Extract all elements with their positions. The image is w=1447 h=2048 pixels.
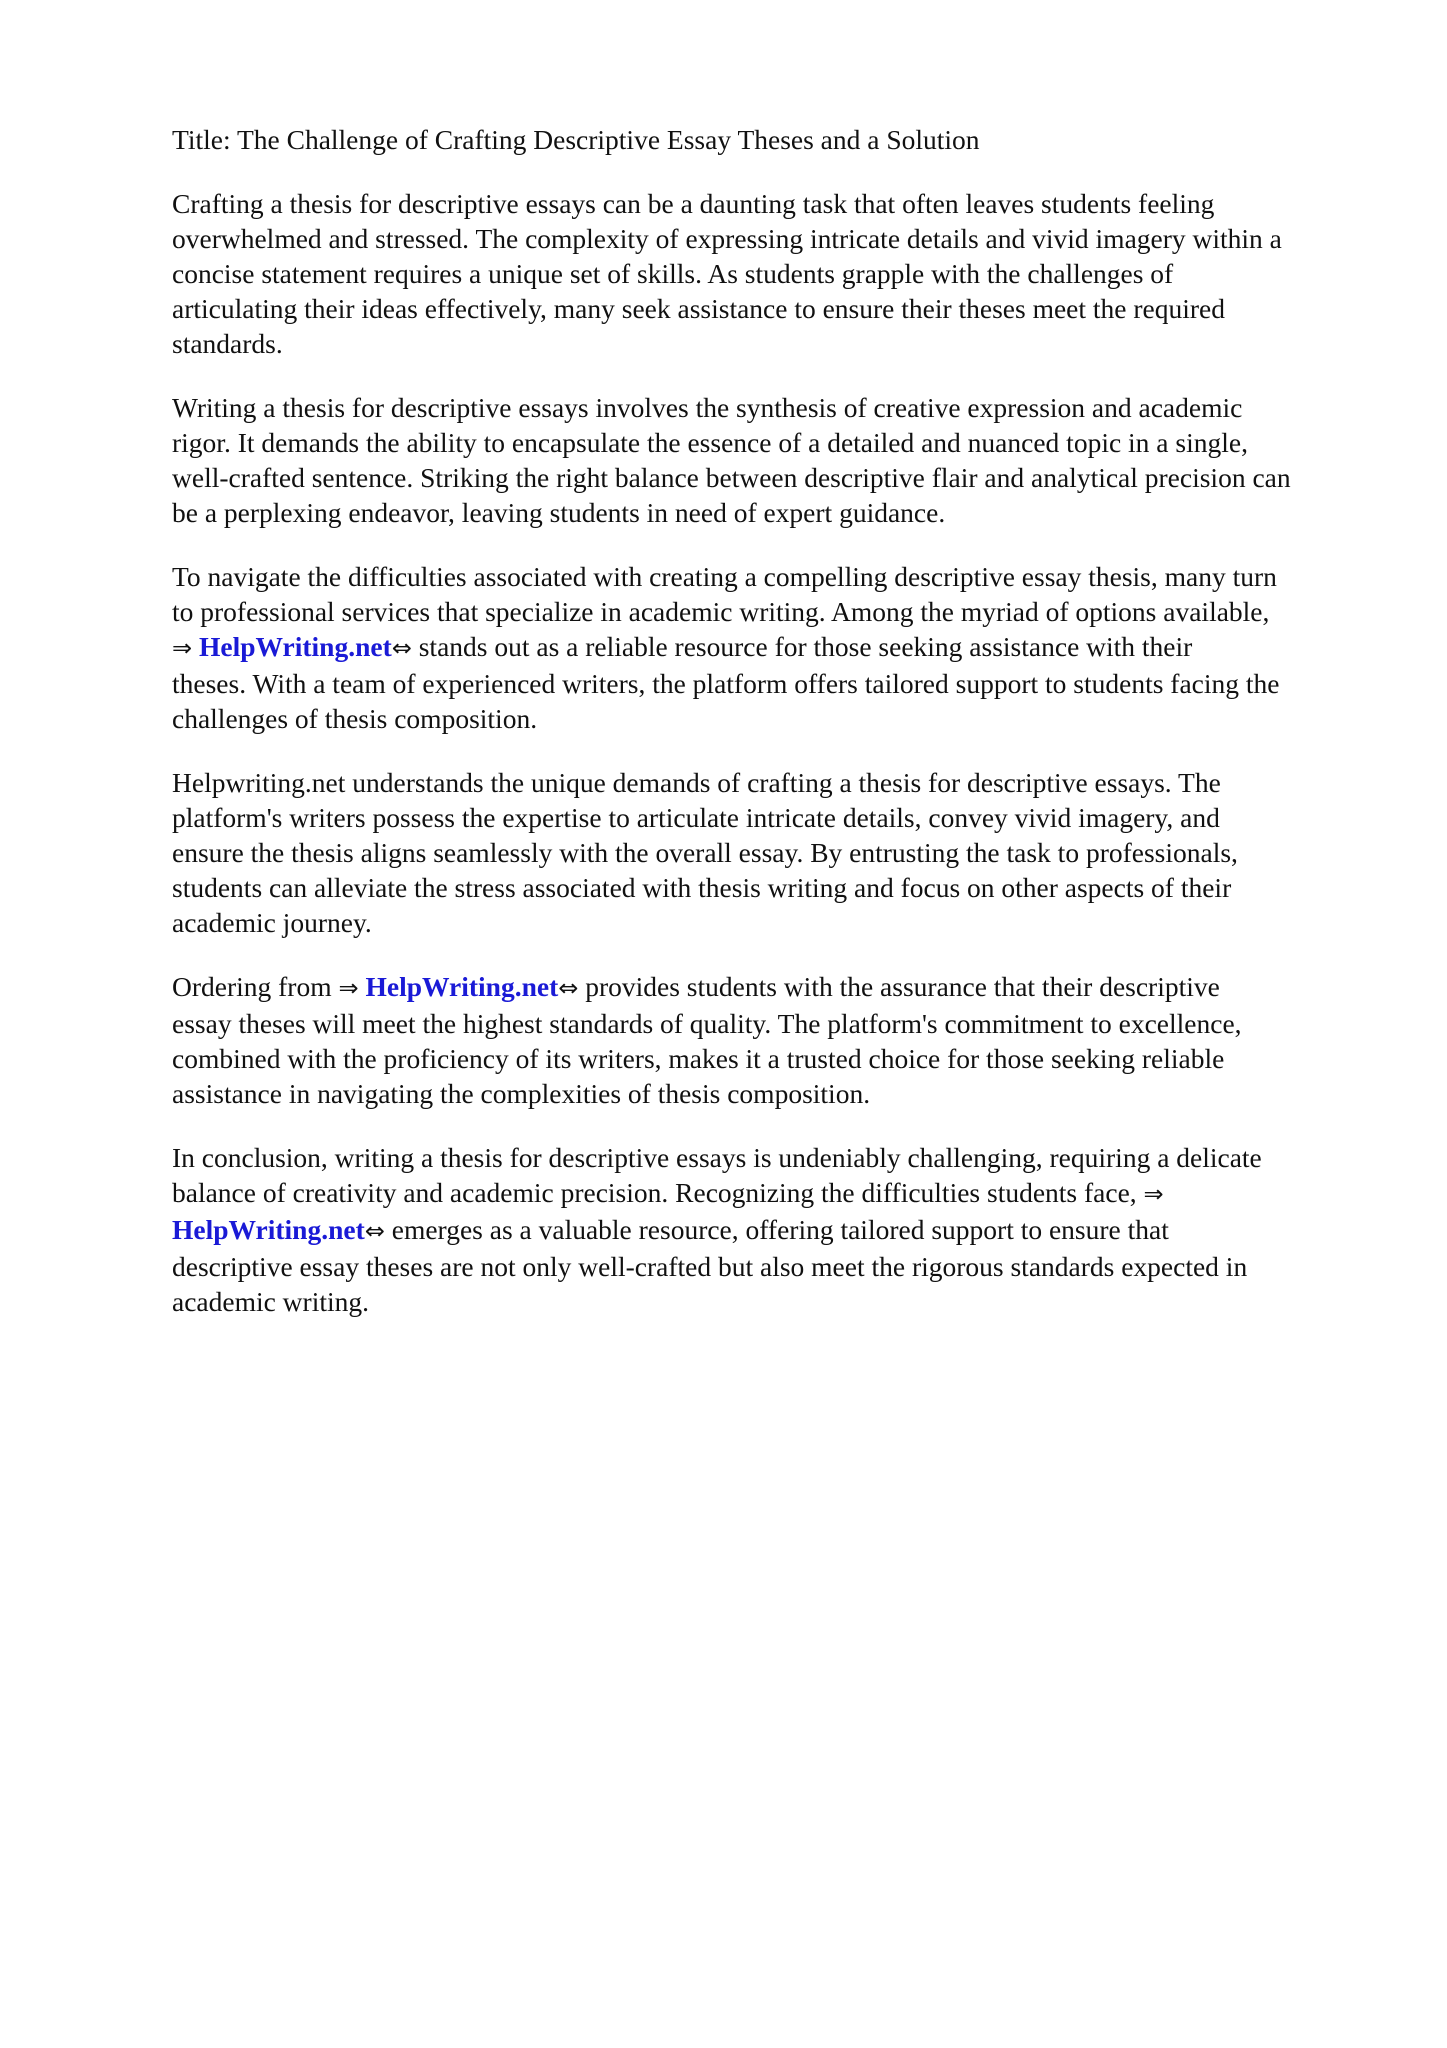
text-run: concise statement requires a unique set of skills. As students grapple with the challenges of [172,258,1174,289]
text-line [172,835,1412,870]
text-line [172,1212,1412,1249]
text-run: articulating their ideas effectively, many seek assistance to ensure their theses meet the required [172,293,1225,324]
text-line [172,1076,1412,1111]
text-run: Ordering from [172,971,339,1002]
text-line [172,666,1412,701]
text-line [172,1284,1412,1319]
right-double-arrow-icon: ⇒ [172,634,193,662]
text-run: standards. [172,328,283,359]
text-run: challenges of thesis composition. [172,703,538,734]
text-run: rigor. It demands the ability to encapsulate the essence of a detailed and nuanced topic in a single, [172,427,1248,458]
text-line [172,425,1412,460]
text-run: Crafting a thesis for descriptive essays can be a daunting task that often leaves students feeling [172,188,1215,219]
paragraph-3 [172,559,1412,736]
text-run [192,631,199,662]
text-run: To navigate the difficulties associated with creating a compelling descriptive essay thesis, many turn [172,561,1277,592]
paragraph-5 [172,969,1412,1111]
paragraph-1 [172,186,1412,361]
text-line [172,629,1412,666]
text-run: combined with the proficiency of its writers, makes it a trusted choice for those seeking reliable [172,1043,1225,1074]
helpwriting-link[interactable]: HelpWriting.net [172,1214,365,1245]
paragraph-2 [172,390,1412,530]
text-line [172,256,1412,291]
text-line [172,1175,1412,1212]
text-line [172,495,1412,530]
text-line [172,905,1412,940]
text-run: theses. With a team of experienced writers, the platform offers tailored support to students facing the [172,668,1280,699]
left-right-double-arrow-icon: ⇔ [391,634,412,662]
text-line [172,326,1412,361]
helpwriting-link[interactable]: HelpWriting.net [198,631,392,662]
text-line [172,870,1412,905]
left-right-double-arrow-icon: ⇔ [558,974,579,1002]
text-run: academic journey. [172,907,372,938]
text-run: to professional services that specialize in academic writing. Among the myriad of options available, [172,596,1270,627]
right-double-arrow-icon: ⇒ [1143,1180,1164,1208]
text-line [172,186,1412,221]
document-body [172,186,1412,1319]
text-run: provides students with the assurance that their descriptive [578,971,1220,1002]
text-run: In conclusion, writing a thesis for descriptive essays is undeniably challenging, requiring a delicate [172,1142,1262,1173]
text-line [172,594,1412,629]
text-run: stands out as a reliable resource for those seeking assistance with their [411,631,1193,662]
text-run: ensure the thesis aligns seamlessly with the overall essay. By entrusting the task to professionals, [172,837,1238,868]
text-line [172,221,1412,256]
text-line [172,701,1412,736]
text-run: academic writing. [172,1286,369,1317]
text-line [172,969,1412,1006]
text-run: assistance in navigating the complexities of thesis composition. [172,1078,871,1109]
document-title: Title: The Challenge of Crafting Descriptive Essay Theses and a Solution [172,124,980,155]
paragraph-6 [172,1140,1412,1319]
text-run: essay theses will meet the highest standards of quality. The platform's commitment to excellence, [172,1008,1242,1039]
text-run: well-crafted sentence. Striking the right balance between descriptive flair and analytical precision can [172,462,1291,493]
text-run: be a perplexing endeavor, leaving students in need of expert guidance. [172,497,946,528]
left-right-double-arrow-icon: ⇔ [364,1217,385,1245]
text-line [172,291,1412,326]
text-line [172,390,1412,425]
text-line [172,800,1412,835]
text-line [172,1006,1412,1041]
text-line [172,559,1412,594]
text-run: platform's writers possess the expertise to articulate intricate details, convey vivid imagery, and [172,802,1220,833]
right-double-arrow-icon: ⇒ [338,974,359,1002]
text-run: Helpwriting.net understands the unique demands of crafting a thesis for descriptive essays. The [172,767,1221,798]
paragraph-4 [172,765,1412,940]
text-line [172,460,1412,495]
text-run: overwhelmed and stressed. The complexity of expressing intricate details and vivid imagery within a [172,223,1282,254]
text-run: balance of creativity and academic precision. Recognizing the difficulties students face, [172,1177,1144,1208]
text-line [172,1249,1412,1284]
helpwriting-link[interactable]: HelpWriting.net [365,971,559,1002]
text-run: descriptive essay theses are not only well-crafted but also meet the rigorous standards expected in [172,1251,1248,1282]
text-run: emerges as a valuable resource, offering tailored support to ensure that [384,1214,1169,1245]
text-run: students can alleviate the stress associated with thesis writing and focus on other aspects of their [172,872,1232,903]
text-line [172,765,1412,800]
text-line [172,1041,1412,1076]
document-page [172,122,1412,1348]
text-line [172,1140,1412,1175]
text-run: Writing a thesis for descriptive essays involves the synthesis of creative expression and academic [172,392,1243,423]
